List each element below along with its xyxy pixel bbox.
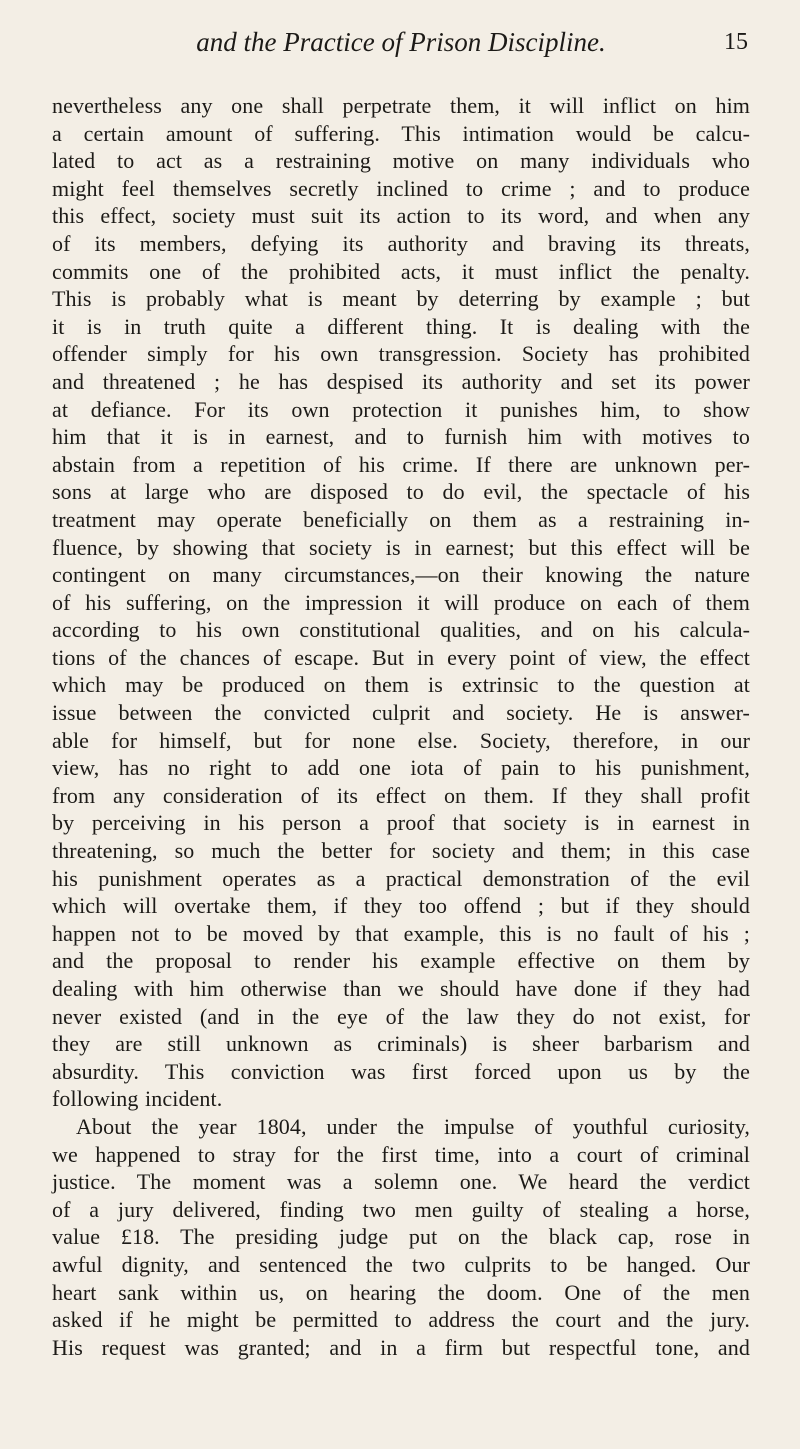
text-line: issue between the convicted culprit and society. He is answer- [52,700,750,726]
text-line: view, has no right to add one iota of pain to his punishment, [52,755,750,781]
text-line: happen not to be moved by that example, this is no fault of his ; [52,920,750,946]
text-line: offender simply for his own transgression. Society has prohibited [52,341,750,367]
text-line: might feel themselves secretly inclined to crime ; and to produce [52,175,750,201]
text-line: asked if he might be permitted to address the court and the jury. [52,1307,750,1333]
text-line: About the year 1804, under the impulse of youthful curiosity, [76,1113,750,1139]
text-line: heart sank within us, on hearing the doom. One of the men [52,1279,750,1305]
text-line: it is in truth quite a different thing. It is dealing with the [52,313,750,339]
text-line: his punishment operates as a practical demonstration of the evil [52,865,750,891]
text-line: and the proposal to render his example effective on them by [52,948,750,974]
text-line: of his suffering, on the impression it will produce on each of them [52,589,750,615]
text-line: able for himself, but for none else. Society, therefore, in our [52,727,750,753]
text-line: contingent on many circumstances,—on their knowing the nature [52,562,750,588]
text-line: they are still unknown as criminals) is sheer barbarism and [52,1031,750,1057]
text-line: lated to act as a restraining motive on many individuals who [52,148,750,174]
text-line: nevertheless any one shall perpetrate them, it will inflict on him [52,93,750,118]
text-line: threatening, so much the better for society and them; in this case [52,838,750,864]
text-line: abstain from a repetition of his crime. If there are unknown per- [52,451,750,477]
text-line: according to his own constitutional qualities, and on his calcula- [52,617,750,643]
text-line: from any consideration of its effect on them. If they shall profit [52,782,750,808]
text-line: awful dignity, and sentenced the two culprits to be hanged. Our [52,1251,750,1277]
text-line: a certain amount of suffering. This intimation would be calcu- [52,120,750,146]
text-line: this effect, society must suit its action to its word, and when any [52,203,750,229]
text-line: and threatened ; he has despised its authority and set its power [52,368,750,394]
text-line: never existed (and in the eye of the law they do not exist, for [52,1003,750,1029]
text-line: dealing with him otherwise than we should have done if they had [52,976,750,1001]
text-line: which will overtake them, if they too offend ; but if they should [52,893,750,919]
body-text [52,92,750,1361]
text-line: by perceiving in his person a proof that society is in earnest in [52,810,750,836]
text-line: His request was granted; and in a firm but respectful tone, and [52,1334,750,1360]
text-line: absurdity. This conviction was first forced upon us by the [52,1058,750,1084]
text-line: treatment may operate beneficially on them as a restraining in- [52,506,750,532]
text-line: of its members, defying its authority and braving its threats, [52,230,750,256]
text-line: at defiance. For its own protection it punishes him, to show [52,396,750,422]
text-line: we happened to stray for the first time, into a court of criminal [52,1141,750,1167]
text-line: justice. The moment was a solemn one. We heard the verdict [52,1169,750,1195]
text-line: This is probably what is meant by deterring by example ; but [52,286,750,312]
text-line: tions of the chances of escape. But in every point of view, the effect [52,644,750,670]
running-title: and the Practice of Prison Discipline. [196,27,606,57]
text-line: sons at large who are disposed to do evil, the spectacle of his [52,479,750,505]
text-line: fluence, by showing that society is in earnest; but this effect will be [52,534,750,560]
text-line: of a jury delivered, finding two men guilty of stealing a horse, [52,1196,750,1222]
text-line: value £18. The presiding judge put on the black cap, rose in [52,1224,750,1250]
running-head [52,20,750,64]
page-number: 15 [724,29,748,55]
text-line: which may be produced on them is extrinsic to the question at [52,672,750,698]
text-line: commits one of the prohibited acts, it must inflict the penalty. [52,258,750,284]
text-line: following incident. [52,1086,223,1112]
text-line: him that it is in earnest, and to furnish him with motives to [52,424,750,450]
